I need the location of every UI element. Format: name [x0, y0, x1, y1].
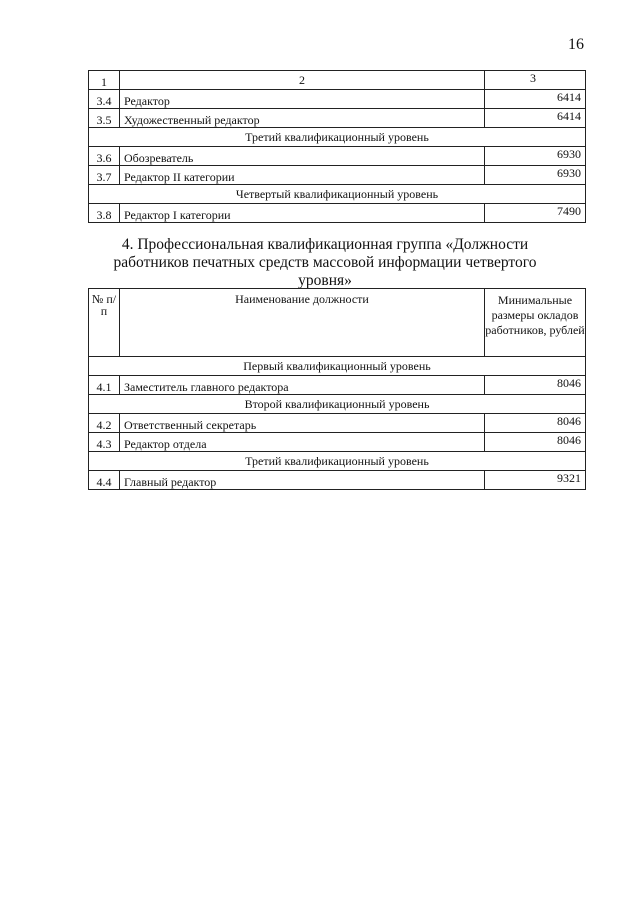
position-name: Редактор II категории [120, 166, 485, 185]
table-row [89, 433, 586, 452]
header-number: № п/п [89, 289, 120, 357]
salary-table-group4 [88, 288, 586, 490]
level-row [89, 128, 586, 147]
table-row [89, 376, 586, 395]
level-row [89, 185, 586, 204]
position-name: Главный редактор [120, 471, 485, 490]
table-row [89, 204, 586, 223]
row-number: 4.4 [89, 471, 120, 490]
salary-table-group3 [88, 70, 586, 223]
row-number: 3.6 [89, 147, 120, 166]
salary-value: 8046 [485, 414, 586, 433]
position-name: Художественный редактор [120, 109, 485, 128]
level-row [89, 452, 586, 471]
salary-value: 8046 [485, 376, 586, 395]
table-row [89, 90, 586, 109]
page-number: 16 [568, 36, 584, 53]
table-row [89, 147, 586, 166]
position-name: Редактор отдела [120, 433, 485, 452]
level-heading: Третий квалификационный уровень [89, 128, 586, 147]
table-row [89, 166, 586, 185]
level-heading: Первый квалификационный уровень [89, 357, 586, 376]
position-name: Редактор [120, 90, 485, 109]
table-row [89, 109, 586, 128]
level-heading: Третий квалификационный уровень [89, 452, 586, 471]
row-number: 3.5 [89, 109, 120, 128]
salary-value: 6414 [485, 90, 586, 109]
salary-value: 6930 [485, 166, 586, 185]
table-header-row [89, 289, 586, 357]
row-number: 4.1 [89, 376, 120, 395]
row-number: 4.3 [89, 433, 120, 452]
position-name: Обозреватель [120, 147, 485, 166]
row-number: 4.2 [89, 414, 120, 433]
header-salary: Минимальные размеры окладов работников, рублей [485, 289, 586, 357]
header-position: Наименование должности [120, 289, 485, 357]
row-number: 3.4 [89, 90, 120, 109]
salary-value: 7490 [485, 204, 586, 223]
salary-value: 9321 [485, 471, 586, 490]
position-name: Ответственный секретарь [120, 414, 485, 433]
header-col2: 2 [120, 71, 485, 90]
table-row [89, 471, 586, 490]
header-col1: 1 [89, 71, 120, 90]
table-row [89, 414, 586, 433]
group-title: 4. Профессиональная квалификационная группа «Должности работников печатных средств массовой информации четвертого уровня» [113, 236, 537, 289]
level-row [89, 357, 586, 376]
level-heading: Четвертый квалификационный уровень [89, 185, 586, 204]
table-header-row [89, 71, 586, 90]
position-name: Заместитель главного редактора [120, 376, 485, 395]
row-number: 3.7 [89, 166, 120, 185]
level-row [89, 395, 586, 414]
salary-value: 8046 [485, 433, 586, 452]
position-name: Редактор I категории [120, 204, 485, 223]
header-col3: 3 [485, 71, 586, 90]
row-number: 3.8 [89, 204, 120, 223]
level-heading: Второй квалификационный уровень [89, 395, 586, 414]
salary-value: 6414 [485, 109, 586, 128]
salary-value: 6930 [485, 147, 586, 166]
